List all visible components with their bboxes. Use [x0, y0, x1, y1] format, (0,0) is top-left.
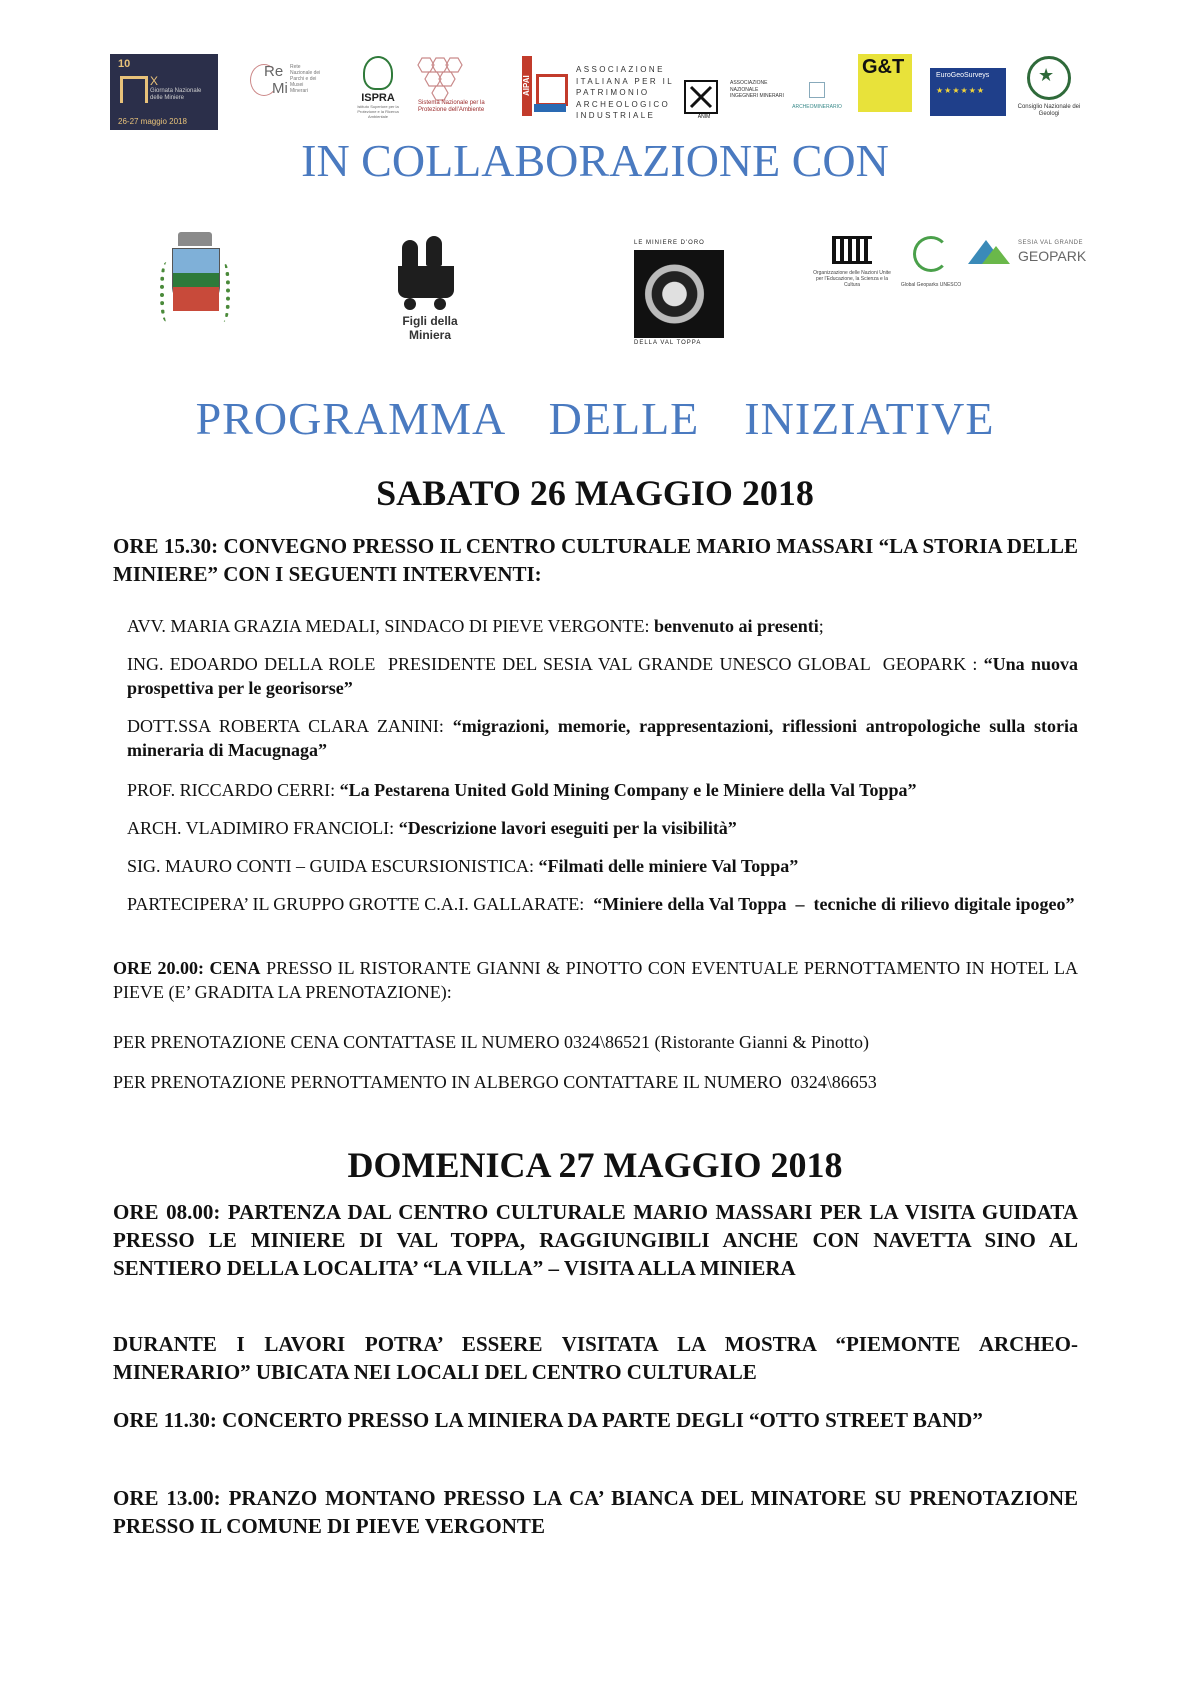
- talk-title: “migrazioni, memorie, rappresentazioni, riflessioni antropologiche sulla storia mineraria di Macugnaga”: [127, 716, 1078, 760]
- ispra-logo: [356, 56, 400, 119]
- hexagon-network-icon: [412, 56, 472, 100]
- cng-logo: [1016, 56, 1082, 128]
- talk-item: [127, 614, 1078, 638]
- anim-acronym: ANIM: [697, 114, 711, 120]
- talk-speaker: ING. EDOARDO DELLA ROLE PRESIDENTE DEL SESIA VAL GRANDE UNESCO GLOBAL GEOPARK :: [127, 654, 984, 674]
- giornata-number: 10: [118, 58, 131, 70]
- ispra-name: ISPRA: [361, 92, 395, 104]
- snpa-logo: [412, 56, 488, 120]
- collab-title: IN COLLABORAZIONE CON: [301, 135, 889, 186]
- global-geoparks-caption: Global Geoparks UNESCO: [900, 282, 962, 288]
- dinner-info: [113, 956, 1078, 1004]
- talk-title: benvenuto ai presenti: [654, 616, 819, 636]
- cng-text: Consiglio Nazionale dei Geologi: [1017, 104, 1081, 117]
- laurel-branch-icon: [160, 262, 176, 322]
- talk-speaker: ARCH. VLADIMIRO FRANCIOLI:: [127, 818, 399, 838]
- aipai-acronym: AIPAI: [522, 56, 532, 116]
- program-title: [0, 392, 1190, 445]
- aipai-text: ASSOCIAZIONE ITALIANA PER IL PATRIMONIO ARCHEOLOGICO INDUSTRIALE: [576, 65, 674, 120]
- geopark-circle-icon: [913, 236, 949, 272]
- global-geoparks-logo: [900, 236, 962, 300]
- giornata-date: 26-27 maggio 2018: [118, 117, 187, 126]
- unesco-caption: Organizzazione delle Nazioni Unite per l'Educazione, la Scienza e la Cultura: [813, 270, 891, 288]
- giornata-miniere-logo: [110, 54, 218, 130]
- sunday-item: ORE 11.30: CONCERTO PRESSO LA MINIERA DA PARTE DEGLI “OTTO STREET BAND”: [113, 1408, 983, 1432]
- talk-speaker: SIG. MAURO CONTI – GUIDA ESCURSIONISTICA:: [127, 856, 539, 876]
- shield-icon: [172, 248, 220, 310]
- sunday-title: DOMENICA 27 MAGGIO 2018: [347, 1145, 843, 1185]
- talk-speaker: AVV. MARIA GRAZIA MEDALI, SINDACO DI PIEVE VERGONTE:: [127, 616, 655, 636]
- ispra-caption: Istituto Superiore per la Protezione e la Ricerca Ambientale: [357, 104, 399, 119]
- wheel-icon: [434, 298, 446, 310]
- giornata-subtitle: Giornata Nazionale delle Miniere: [150, 88, 202, 101]
- pickaxe-icon: [684, 80, 718, 114]
- hotel-booking: PER PRENOTAZIONE PERNOTTAMENTO IN ALBERGO CONTATTARE IL NUMERO 0324\86653: [113, 1072, 877, 1092]
- talk-title: “Descrizione lavori eseguiti per la visibilità”: [398, 818, 737, 838]
- talk-tail: ;: [818, 616, 824, 636]
- figli-della-miniera-logo: [384, 232, 476, 344]
- saturday-conference-intro: ORE 15.30: CONVEGNO PRESSO IL CENTRO CULTURALE MARIO MASSARI “LA STORIA DELLE MINIERE” CON I SEGUENTI INTERVENTI:: [113, 534, 1078, 586]
- talk-item: [127, 892, 1078, 916]
- saturday-title: SABATO 26 MAGGIO 2018: [376, 473, 814, 513]
- unesco-logo: [812, 236, 892, 300]
- geopark-big-text: GEOPARK: [1018, 248, 1087, 264]
- talk-item: [127, 854, 1078, 878]
- miniere-top-text: LE MINIERE D'ORO: [634, 240, 705, 246]
- talk-speaker: PARTECIPERA’ IL GRUPPO GROTTE C.A.I. GALLARATE:: [127, 894, 594, 914]
- sunday-item: ORE 13.00: PRANZO MONTANO PRESSO LA CA’ BIANCA DEL MINATORE SU PRENOTAZIONE PRESSO IL COMUNE DI PIEVE VERGONTE: [113, 1486, 1078, 1538]
- archeominerario-logo: [792, 82, 842, 110]
- dinner-booking: PER PRENOTAZIONE CENA CONTATTASE IL NUMERO 0324\86521 (Ristorante Gianni & Pinotto): [113, 1032, 869, 1052]
- miniere-bottom-text: DELLA VAL TOPPA: [634, 340, 702, 346]
- eurogeosurveys-text: EuroGeoSurveys: [936, 72, 990, 79]
- unesco-temple-icon: [832, 236, 872, 264]
- sunday-item: ORE 08.00: PARTENZA DAL CENTRO CULTURALE MARIO MASSARI PER LA VISITA GUIDATA PRESSO LE MINIERE DI VAL TOPPA, RAGGIUNGIBILI ANCHE CON NAVETTA SINO AL SENTIERO DELLA LOCALITA’ “LA VILLA” – VISITA ALLA MINIERA: [113, 1200, 1078, 1280]
- talk-title: “Filmati delle miniere Val Toppa”: [538, 856, 799, 876]
- child-figure-icon: [426, 236, 442, 266]
- talk-title: “Miniere della Val Toppa – tecniche di rilievo digitale ipogeo”: [593, 894, 1075, 914]
- program-title-text: PROGRAMMA DELLE INIZIATIVE: [195, 393, 995, 444]
- giornata-roman: X: [150, 74, 159, 88]
- talk-title: “Una nuova prospettiva per le georisorse”: [127, 654, 1079, 698]
- child-figure-icon: [402, 240, 418, 268]
- anim-logo: [684, 80, 724, 132]
- gt-text: G&T: [862, 56, 905, 78]
- mine-cart-icon: [398, 266, 454, 298]
- remi-caption: Rete Nazionale dei Parchi e dei Musei Minerari: [290, 64, 321, 94]
- anim-text: ASSOCIAZIONE NAZIONALE INGEGNERI MINERARI: [730, 80, 784, 99]
- dinner-time: ORE 20.00: CENA: [113, 958, 261, 978]
- archeo-mark-icon: [809, 82, 825, 98]
- aipai-base-icon: [534, 104, 566, 112]
- eurogeosurveys-logo: [930, 68, 1006, 116]
- talk-item: [127, 816, 1078, 840]
- mine-gate-icon: [120, 76, 148, 103]
- factory-icon: [536, 74, 568, 106]
- eu-stars-icon: ★★★★★★: [936, 86, 986, 95]
- talk-speaker: PROF. RICCARDO CERRI:: [127, 780, 340, 800]
- talk-item: [127, 714, 1078, 762]
- pieve-vergonte-coat-of-arms: [160, 232, 230, 348]
- miniere-val-toppa-logo: [620, 240, 730, 350]
- figli-line1: Figli della: [402, 314, 458, 328]
- ispra-emblem-icon: [363, 56, 393, 90]
- dinner-details: PRESSO IL RISTORANTE GIANNI & PINOTTO CON EVENTUALE PERNOTTAMENTO IN HOTEL LA PIEVE (E’ GRADITA LA PRENOTAZIONE):: [113, 958, 1078, 1002]
- talk-item: [127, 778, 1078, 802]
- italian-emblem-icon: ★: [1027, 56, 1071, 100]
- talk-title: “La Pestarena United Gold Mining Company e le Miniere della Val Toppa”: [339, 780, 917, 800]
- remi-re: Re: [264, 63, 284, 80]
- wheel-icon: [404, 298, 416, 310]
- snpa-caption: Sistema Nazionale per la Protezione dell'Ambiente: [418, 100, 485, 113]
- remi-logo: [250, 58, 322, 102]
- aipai-logo: [522, 56, 566, 118]
- talk-speaker: DOTT.SSA ROBERTA CLARA ZANINI:: [127, 716, 453, 736]
- mountain-icon: [982, 246, 1010, 264]
- gt-logo: [858, 54, 912, 112]
- archeominerario-text: ARCHEOMINERARIO: [792, 104, 842, 110]
- sunday-item: DURANTE I LAVORI POTRA’ ESSERE VISITATA LA MOSTRA “PIEMONTE ARCHEO-MINERARIO” UBICATA NEI LOCALI DEL CENTRO CULTURALE: [113, 1332, 1078, 1384]
- miner-portrait-icon: [634, 250, 724, 338]
- oak-branch-icon: [214, 262, 230, 322]
- remi-mi: Mi: [272, 80, 288, 97]
- figli-line2: Miniera: [408, 328, 451, 342]
- geopark-small-text: SESIA VAL GRANDE: [1018, 240, 1084, 246]
- sesia-val-grande-geopark-logo: [968, 236, 1088, 286]
- talk-item: [127, 652, 1078, 700]
- figli-text: [384, 314, 476, 342]
- crown-icon: [178, 232, 212, 246]
